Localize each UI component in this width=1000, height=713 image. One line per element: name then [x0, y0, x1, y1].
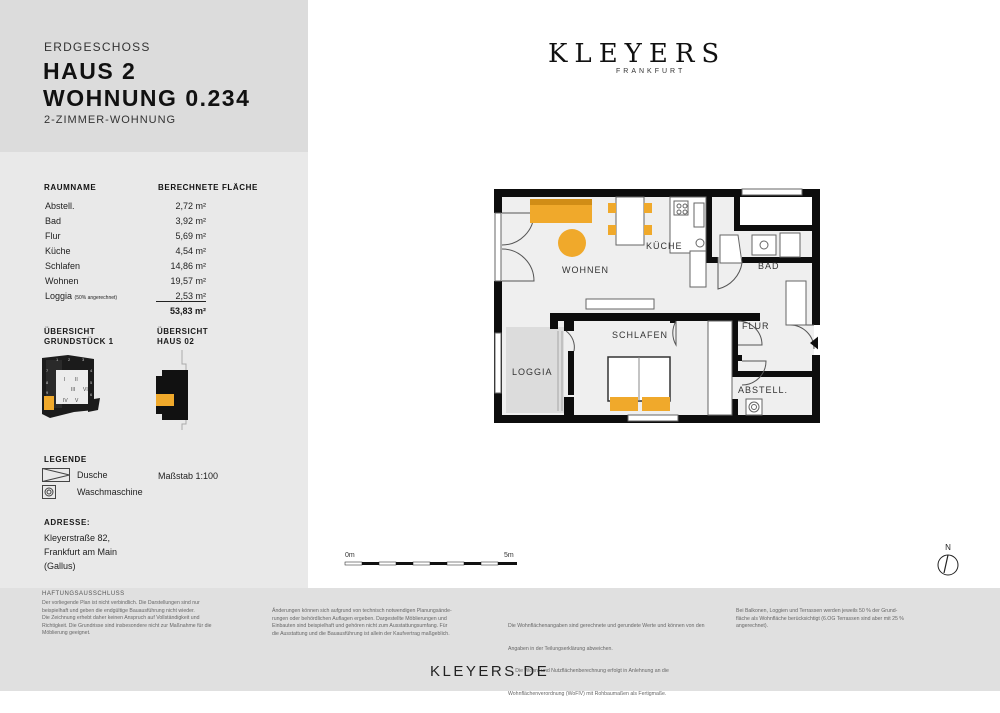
site-label-7: 7 — [46, 368, 49, 373]
legend-washer-label: Waschmaschine — [77, 487, 143, 497]
label-schlafen: SCHLAFEN — [612, 330, 669, 340]
address-city: Frankfurt am Main — [44, 547, 118, 557]
scale-start: 0m — [345, 552, 355, 559]
washing-machine-icon — [42, 485, 56, 499]
address-district: (Gallus) — [44, 561, 76, 571]
total-divider — [156, 301, 206, 302]
toilet — [780, 233, 800, 257]
site-label-iii: III — [71, 387, 76, 393]
north-arrow-icon — [933, 541, 963, 581]
label-wohnen: WOHNEN — [562, 265, 609, 275]
room-row — [44, 276, 206, 291]
shower-icon — [42, 468, 70, 482]
apartment-type: 2-ZIMMER-WOHNUNG — [44, 114, 177, 126]
brand-logo: KLEYERS — [548, 39, 727, 69]
room-note: (50% angerechnet) — [74, 295, 118, 301]
scale-bar — [343, 552, 519, 566]
label-loggia: LOGGIA — [512, 367, 553, 377]
room-name: Flur — [45, 231, 61, 241]
site-label-3: 3 — [82, 357, 85, 362]
brand-city: FRANKFURT — [616, 68, 686, 75]
legend-shower-label: Dusche — [77, 470, 108, 480]
room-area: 5,69 m² — [175, 231, 206, 241]
room-name — [45, 291, 117, 301]
label-flur: FLUR — [742, 321, 770, 331]
total-area: 53,83 m² — [169, 306, 206, 316]
disclaimer-line: Möblierung geeignet. — [42, 630, 91, 636]
disclaimer-line: Die Zeichnung erhebt daher keinen Anspruch auf Vollständigkeit und — [42, 615, 200, 621]
disclaimer-line: Bei Balkonen, Loggien und Terrassen werden jeweils 50 % der Grund- — [736, 608, 898, 614]
room-row — [44, 216, 206, 231]
site-label-v: V — [75, 398, 79, 404]
room-area: 3,92 m² — [175, 216, 206, 226]
site-label-vi: VI — [83, 387, 88, 393]
room-name: Wohnen — [45, 276, 79, 286]
scale-end: 5m — [504, 552, 514, 559]
site-label-6: 6 — [90, 392, 93, 397]
scale-text: Maßstab 1:100 — [158, 471, 219, 481]
site-overview-map — [38, 350, 104, 430]
room-name: Abstell. — [45, 201, 75, 211]
disclaimer-col-1 — [42, 600, 262, 638]
site-label-9: 9 — [46, 390, 49, 395]
room-name: Küche — [45, 246, 71, 256]
room-row — [44, 246, 206, 261]
site-label-2: 2 — [68, 357, 71, 362]
disclaimer-line: die Ausstattung und die Bauausführung ist allein der Kaufvertrag maßgeblich. — [272, 630, 450, 637]
house-title: HAUS 2 — [43, 58, 137, 84]
disclaimer-line: Richtigkeit. Die Grundrisse sind insbesondere nicht zur Maßnahme für die — [42, 622, 212, 629]
site-label-i: I — [64, 377, 66, 383]
room-area: 2,53 m² — [175, 291, 206, 301]
title-block — [0, 0, 308, 152]
washing-machine-icon — [746, 399, 762, 415]
sink — [752, 235, 776, 255]
room-row — [44, 261, 206, 276]
label-bad: BAD — [758, 261, 780, 271]
legend-title: LEGENDE — [44, 455, 87, 464]
address-title: ADRESSE: — [44, 518, 91, 527]
site-label-4: 4 — [90, 368, 93, 373]
floor-plan — [490, 185, 826, 427]
room-row — [44, 291, 206, 306]
info-sidebar — [0, 0, 308, 588]
room-name-header: RAUMNAME — [44, 183, 97, 192]
label-abstell: ABSTELL. — [738, 385, 789, 395]
disclaimer-line: Einbauten sind beispielhaft und gehören nicht zum Ausstattungsumfang. Für — [272, 623, 448, 629]
room-area-header: BERECHNETE FLÄCHE — [158, 183, 258, 192]
disclaimer-col-3 — [508, 608, 728, 713]
disclaimer-line: Angaben in der Teilungserklärung abweichen. — [508, 645, 613, 652]
wardrobe — [786, 281, 806, 325]
site-overview-title: ÜBERSICHT GRUNDSTÜCK 1 — [44, 327, 114, 346]
address-street: Kleyerstraße 82, — [44, 533, 111, 543]
room-row — [44, 231, 206, 246]
house-overview-map — [152, 350, 196, 442]
room-area: 4,54 m² — [175, 246, 206, 256]
apartment-title: WOHNUNG 0.234 — [43, 85, 251, 111]
disclaimer-col-2 — [272, 608, 497, 638]
room-area: 19,57 m² — [170, 276, 206, 286]
north-label: N — [945, 543, 951, 552]
footer — [0, 588, 1000, 697]
house-overview-title: ÜBERSICHT HAUS 02 — [157, 327, 209, 346]
room-area: 2,72 m² — [175, 201, 206, 211]
disclaimer-line: rungen oder behördlichen Auflagen ergeben. Dargestellte Möblierungen und — [272, 615, 447, 622]
disclaimer-line: Die Wohn- und Nutzflächenberechnung erfolgt in Anlehnung an die — [508, 668, 669, 674]
site-label-ii: II — [75, 377, 78, 383]
disclaimer-title: HAFTUNGSAUSSCHLUSS — [42, 591, 125, 597]
room-area: 14,86 m² — [170, 261, 206, 271]
disclaimer-col-4 — [736, 608, 966, 631]
dining-table — [616, 197, 644, 245]
site-label-8: 8 — [46, 380, 49, 385]
coffee-table — [558, 229, 586, 257]
disclaimer-line: angerechnet). — [736, 623, 769, 629]
room-name: Bad — [45, 216, 62, 226]
room-name: Schlafen — [45, 261, 81, 271]
website-link[interactable]: KLEYERS.DE — [430, 663, 550, 680]
sideboard — [586, 299, 654, 309]
room-row — [44, 201, 206, 216]
disclaimer-line: Änderungen können sich aufgrund von technisch notwendigen Planungsände- — [272, 608, 452, 614]
room-name-text: Loggia — [45, 291, 73, 301]
label-kueche: KÜCHE — [646, 241, 683, 251]
disclaimer-line: Die Wohnflächenangaben sind gerechnete und gerundete Werte und können von den — [508, 623, 705, 629]
shower-icon — [720, 235, 742, 263]
site-label-5: 5 — [90, 380, 93, 385]
disclaimer-line: beispielhaft und geben die endgültige Bauausführung nicht wieder. — [42, 607, 195, 614]
schlafen-wardrobe — [708, 321, 732, 415]
site-label-iv: IV — [63, 398, 68, 404]
disclaimer-line: Wohnflächenverordnung (WoFlV) mit Rohbaumaßen als Fertigmaße. — [508, 690, 667, 697]
site-label-1: 1 — [56, 357, 59, 362]
disclaimer-line: Der vorliegende Plan ist nicht verbindlich. Die Darstellungen sind nur — [42, 600, 200, 606]
floor-label: ERDGESCHOSS — [44, 40, 151, 54]
disclaimer-line: fläche als Wohnfläche berücksichtigt (6.OG Terrassen sind aber mit 25 % — [736, 615, 904, 622]
